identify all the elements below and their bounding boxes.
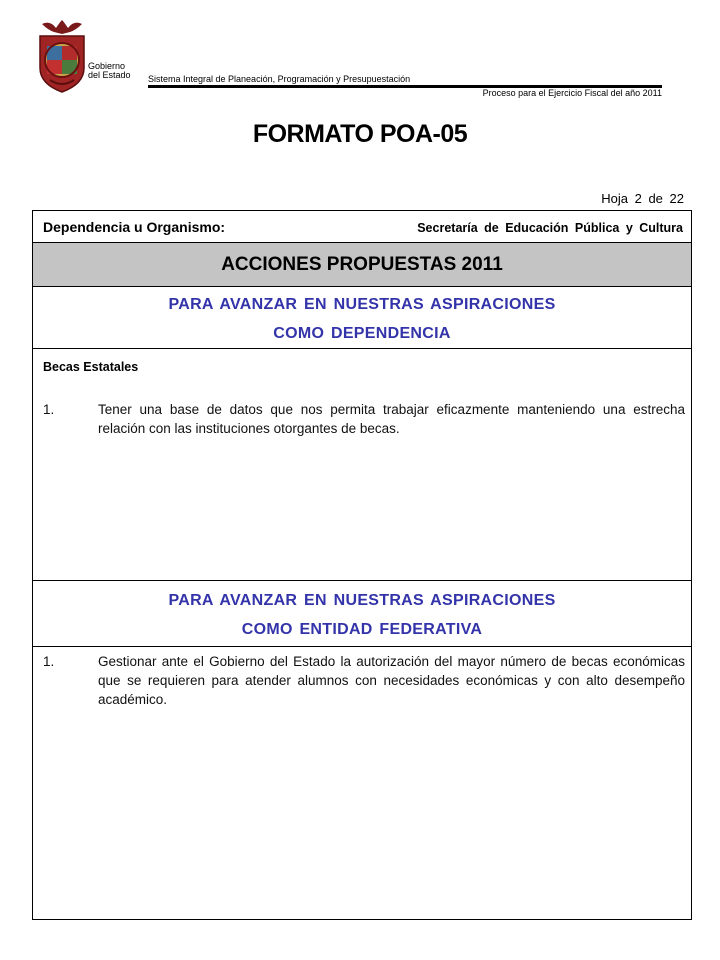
section-heading-line2: COMO ENTIDAD FEDERATIVA xyxy=(241,621,483,638)
gov-label-line1: Gobierno xyxy=(88,61,126,71)
section-heading-line2: COMO DEPENDENCIA xyxy=(273,325,451,342)
list-item xyxy=(43,400,685,438)
actions-banner: ACCIONES PROPUESTAS 2011 xyxy=(33,243,691,287)
subheading: Becas Estatales xyxy=(43,360,139,374)
item-number: 1. xyxy=(43,402,55,417)
dependency-label: Dependencia u Organismo: xyxy=(43,219,226,235)
state-seal-icon xyxy=(36,18,88,96)
sheet-total: 22 xyxy=(669,191,684,206)
sheet-label: Hoja xyxy=(601,191,628,206)
document-title: FORMATO POA-05 xyxy=(252,120,468,148)
dependency-value: Secretaría de Educación Pública y Cultura xyxy=(417,221,683,235)
section-federal-entity-heading xyxy=(33,581,691,647)
item-number: 1. xyxy=(43,654,55,669)
sheet-counter xyxy=(601,191,684,206)
section-heading-line1: PARA AVANZAR EN NUESTRAS ASPIRACIONES xyxy=(168,592,556,609)
dependency-row xyxy=(33,211,691,243)
poa-form xyxy=(32,210,692,920)
system-title: Sistema Integral de Planeación, Programación y Presupuestación xyxy=(148,74,411,84)
section-dependency-heading xyxy=(33,287,691,349)
sheet-of-label: de xyxy=(648,191,663,206)
section-heading-line1: PARA AVANZAR EN NUESTRAS ASPIRACIONES xyxy=(168,296,556,313)
section-federal-entity-body xyxy=(33,647,691,919)
list-item xyxy=(43,652,685,709)
government-label xyxy=(88,62,131,80)
process-label: Proceso para el Ejercicio Fiscal del año 2011 xyxy=(482,88,662,98)
item-text: Gestionar ante el Gobierno del Estado la autorización del mayor número de becas económicas que se requieren para atender alumnos con necesidades económicas y con alto desempeño académico. xyxy=(98,654,685,707)
section-dependency-body xyxy=(33,349,691,581)
item-text: Tener una base de datos que nos permita trabajar eficazmente manteniendo una estrecha relación con las instituciones otorgantes de becas. xyxy=(98,402,685,436)
sheet-number: 2 xyxy=(634,191,642,206)
gov-label-line2: del Estado xyxy=(88,70,131,80)
